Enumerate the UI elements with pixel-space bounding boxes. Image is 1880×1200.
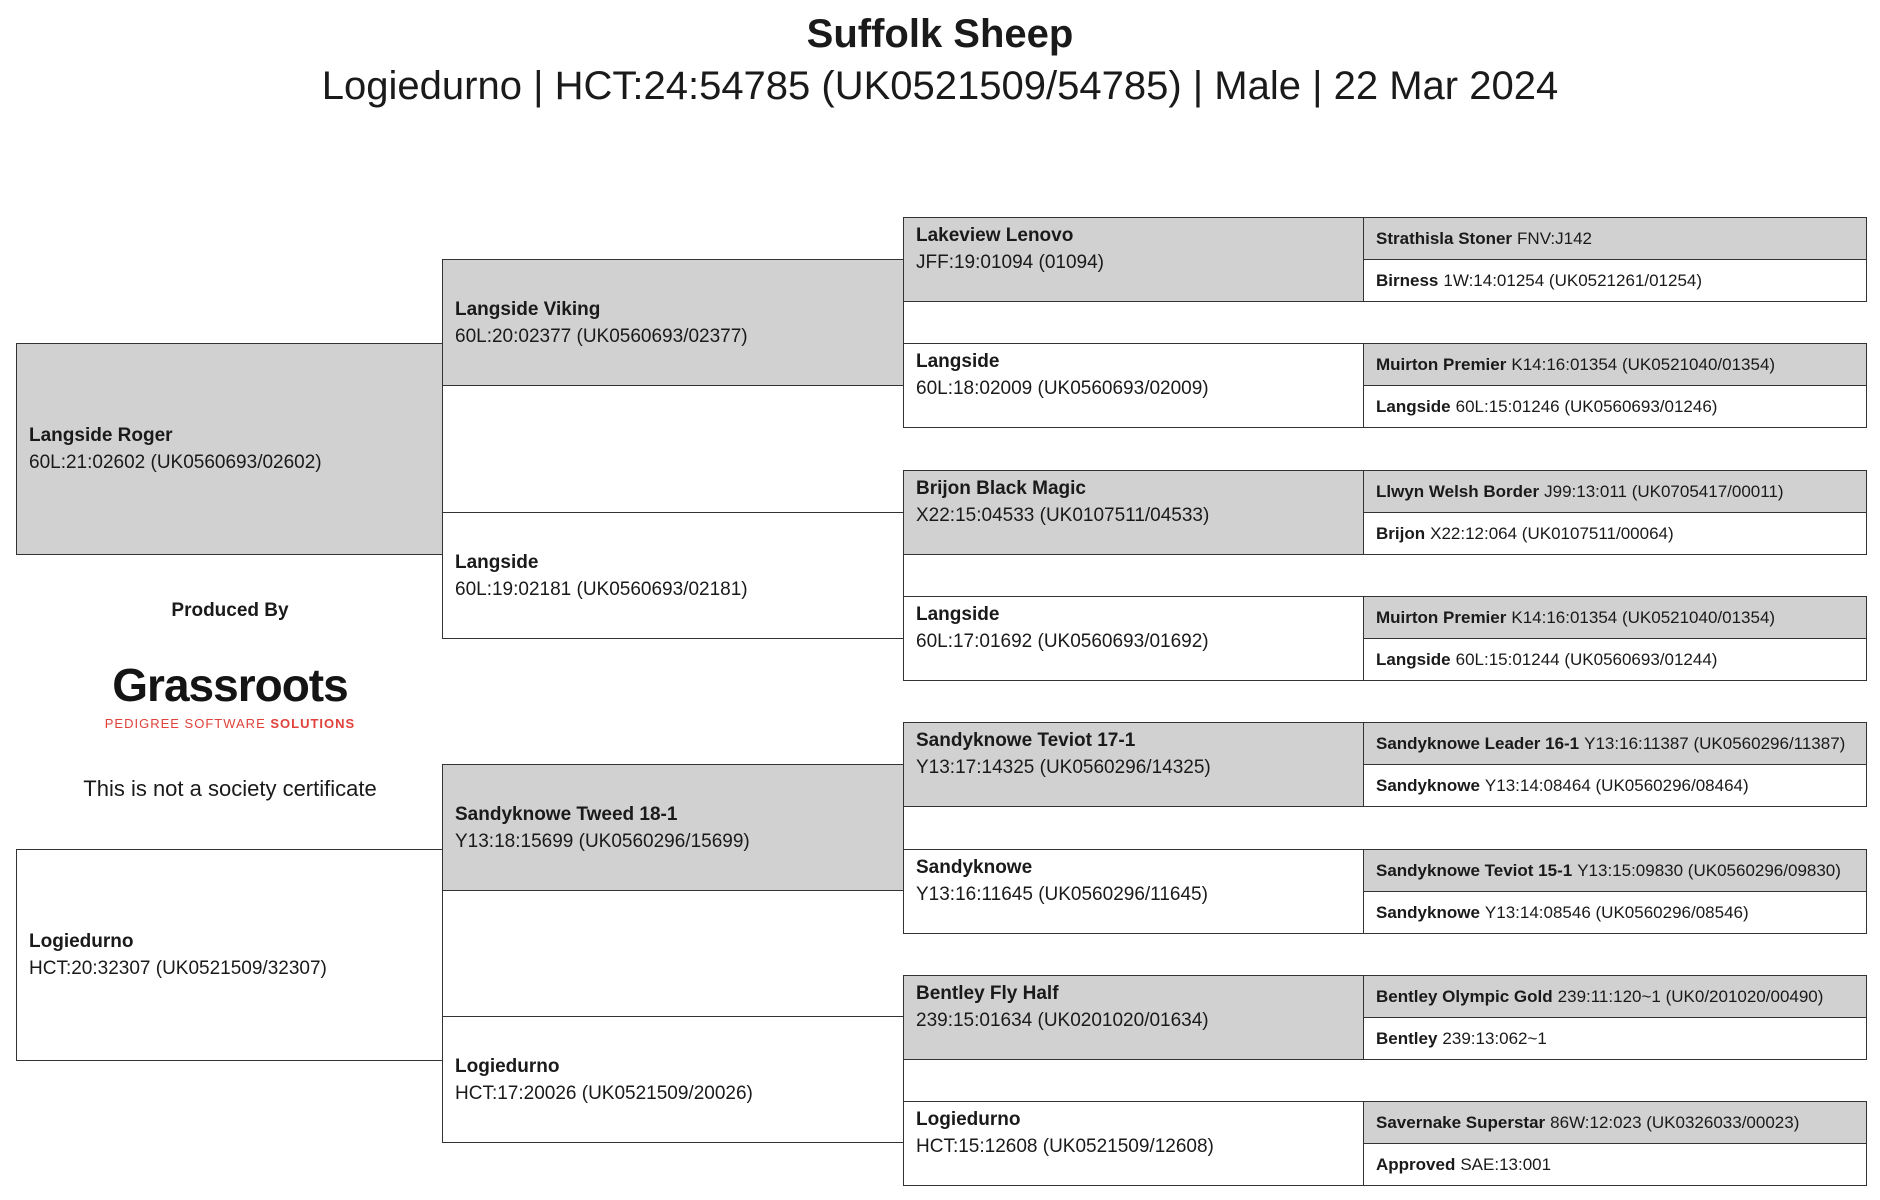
ggg-reg: 239:11:120~1 (UK0/201020/00490) bbox=[1557, 986, 1824, 1006]
gg-reg: 60L:18:02009 (UK0560693/02009) bbox=[916, 378, 1209, 399]
ggg-name: Bentley Olympic Gold bbox=[1376, 986, 1553, 1006]
ggg-name: Bentley bbox=[1376, 1028, 1438, 1048]
gg-box-sdd bbox=[903, 596, 1364, 681]
produced-by-label: Produced By bbox=[171, 600, 289, 621]
ggg-reg: X22:12:064 (UK0107511/00064) bbox=[1430, 523, 1674, 543]
gg-name: Langside bbox=[916, 604, 1000, 625]
ggg-box-4 bbox=[1363, 385, 1867, 428]
logo-tagline bbox=[100, 716, 360, 731]
maternal-granddam-name: Logiedurno bbox=[455, 1055, 560, 1077]
paternal-grandsire-box bbox=[442, 259, 904, 386]
sire-reg: 60L:21:02602 (UK0560693/02602) bbox=[29, 452, 322, 473]
ggg-name: Langside bbox=[1376, 649, 1451, 669]
paternal-granddam-box bbox=[442, 512, 904, 639]
ggg-reg: Y13:16:11387 (UK0560296/11387) bbox=[1584, 733, 1846, 753]
sire-name: Langside Roger bbox=[29, 425, 173, 446]
animal-summary: Logiedurno | HCT:24:54785 (UK0521509/54785) | Male | 22 Mar 2024 bbox=[321, 64, 1559, 108]
ggg-reg: K14:16:01354 (UK0521040/01354) bbox=[1511, 607, 1776, 627]
ggg-box-13 bbox=[1363, 975, 1867, 1018]
gg-name: Lakeview Lenovo bbox=[916, 225, 1074, 246]
ggg-box-7 bbox=[1363, 596, 1867, 639]
maternal-granddam-box bbox=[442, 1016, 904, 1143]
maternal-grandsire-box bbox=[442, 764, 904, 891]
ggg-name: Sandyknowe Leader 16-1 bbox=[1376, 733, 1580, 753]
dam-box bbox=[16, 849, 443, 1061]
ggg-reg: Y13:14:08464 (UK0560296/08464) bbox=[1484, 775, 1749, 795]
sire-box bbox=[16, 343, 443, 555]
ggg-box-15 bbox=[1363, 1101, 1867, 1144]
ggg-name: Muirton Premier bbox=[1376, 354, 1507, 374]
gg-reg: 60L:17:01692 (UK0560693/01692) bbox=[916, 631, 1209, 652]
maternal-granddam-reg: HCT:17:20026 (UK0521509/20026) bbox=[455, 1082, 753, 1104]
gg-name: Brijon Black Magic bbox=[916, 478, 1086, 499]
ggg-name: Sandyknowe bbox=[1376, 775, 1480, 795]
gg-name: Sandyknowe bbox=[916, 857, 1033, 878]
ggg-box-11 bbox=[1363, 849, 1867, 892]
dam-name: Logiedurno bbox=[29, 931, 134, 952]
ggg-reg: Y13:15:09830 (UK0560296/09830) bbox=[1577, 860, 1841, 880]
maternal-grandsire-reg: Y13:18:15699 (UK0560296/15699) bbox=[455, 830, 750, 852]
ggg-name: Muirton Premier bbox=[1376, 607, 1507, 627]
ggg-reg: Y13:14:08546 (UK0560296/08546) bbox=[1484, 902, 1749, 922]
gg-box-sds bbox=[903, 470, 1364, 555]
logo-wordmark: Grassroots bbox=[112, 659, 348, 711]
gg-reg: Y13:17:14325 (UK0560296/14325) bbox=[916, 757, 1211, 778]
ggg-reg: J99:13:011 (UK0705417/00011) bbox=[1544, 481, 1784, 501]
page-title: Suffolk Sheep bbox=[806, 12, 1074, 56]
gg-name: Bentley Fly Half bbox=[916, 983, 1059, 1004]
paternal-granddam-reg: 60L:19:02181 (UK0560693/02181) bbox=[455, 578, 748, 600]
ggg-box-6 bbox=[1363, 512, 1867, 555]
ggg-box-12 bbox=[1363, 891, 1867, 934]
paternal-grandsire-name: Langside Viking bbox=[455, 298, 601, 320]
ggg-name: Sandyknowe bbox=[1376, 902, 1480, 922]
gg-box-ssd bbox=[903, 343, 1364, 428]
gg-reg: 239:15:01634 (UK0201020/01634) bbox=[916, 1010, 1209, 1031]
gg-box-dds bbox=[903, 975, 1364, 1060]
paternal-grandsire-reg: 60L:20:02377 (UK0560693/02377) bbox=[455, 325, 748, 347]
grassroots-logo bbox=[100, 660, 360, 734]
ggg-name: Strathisla Stoner bbox=[1376, 228, 1513, 248]
ggg-name: Brijon bbox=[1376, 523, 1426, 543]
ggg-name: Sandyknowe Teviot 15-1 bbox=[1376, 860, 1573, 880]
gg-box-ddd bbox=[903, 1101, 1364, 1186]
logo-tagline-main: PEDIGREE SOFTWARE bbox=[104, 716, 266, 731]
ggg-reg: 1W:14:01254 (UK0521261/01254) bbox=[1443, 270, 1703, 290]
ggg-reg: SAE:13:001 bbox=[1460, 1154, 1552, 1174]
ggg-box-9 bbox=[1363, 722, 1867, 765]
logo-tagline-bold: SOLUTIONS bbox=[270, 716, 356, 731]
gg-reg: X22:15:04533 (UK0107511/04533) bbox=[916, 505, 1210, 526]
ggg-box-5 bbox=[1363, 470, 1867, 513]
ggg-name: Savernake Superstar bbox=[1376, 1112, 1546, 1132]
gg-reg: Y13:16:11645 (UK0560296/11645) bbox=[916, 884, 1208, 905]
paternal-granddam-name: Langside bbox=[455, 551, 539, 573]
maternal-grandsire-name: Sandyknowe Tweed 18-1 bbox=[455, 803, 678, 825]
gg-reg: JFF:19:01094 (01094) bbox=[916, 252, 1105, 273]
ggg-box-8 bbox=[1363, 638, 1867, 681]
ggg-box-2 bbox=[1363, 259, 1867, 302]
gg-box-dss bbox=[903, 722, 1364, 807]
ggg-box-16 bbox=[1363, 1143, 1867, 1186]
gg-box-dsd bbox=[903, 849, 1364, 934]
gg-name: Langside bbox=[916, 351, 1000, 372]
gg-name: Sandyknowe Teviot 17-1 bbox=[916, 730, 1136, 751]
ggg-reg: 86W:12:023 (UK0326033/00023) bbox=[1550, 1112, 1800, 1132]
ggg-box-14 bbox=[1363, 1017, 1867, 1060]
ggg-name: Birness bbox=[1376, 270, 1439, 290]
ggg-box-1 bbox=[1363, 217, 1867, 260]
ggg-name: Langside bbox=[1376, 396, 1451, 416]
ggg-reg: K14:16:01354 (UK0521040/01354) bbox=[1511, 354, 1776, 374]
ggg-name: Llwyn Welsh Border bbox=[1376, 481, 1540, 501]
gg-name: Logiedurno bbox=[916, 1109, 1021, 1130]
gg-reg: HCT:15:12608 (UK0521509/12608) bbox=[916, 1136, 1214, 1157]
ggg-reg: 239:13:062~1 bbox=[1442, 1028, 1547, 1048]
dam-reg: HCT:20:32307 (UK0521509/32307) bbox=[29, 958, 327, 979]
ggg-box-3 bbox=[1363, 343, 1867, 386]
disclaimer: This is not a society certificate bbox=[83, 776, 377, 801]
ggg-reg: FNV:J142 bbox=[1517, 228, 1593, 248]
ggg-reg: 60L:15:01246 (UK0560693/01246) bbox=[1455, 396, 1718, 416]
gg-box-sss bbox=[903, 217, 1364, 302]
ggg-reg: 60L:15:01244 (UK0560693/01244) bbox=[1455, 649, 1718, 669]
ggg-name: Approved bbox=[1376, 1154, 1456, 1174]
ggg-box-10 bbox=[1363, 764, 1867, 807]
